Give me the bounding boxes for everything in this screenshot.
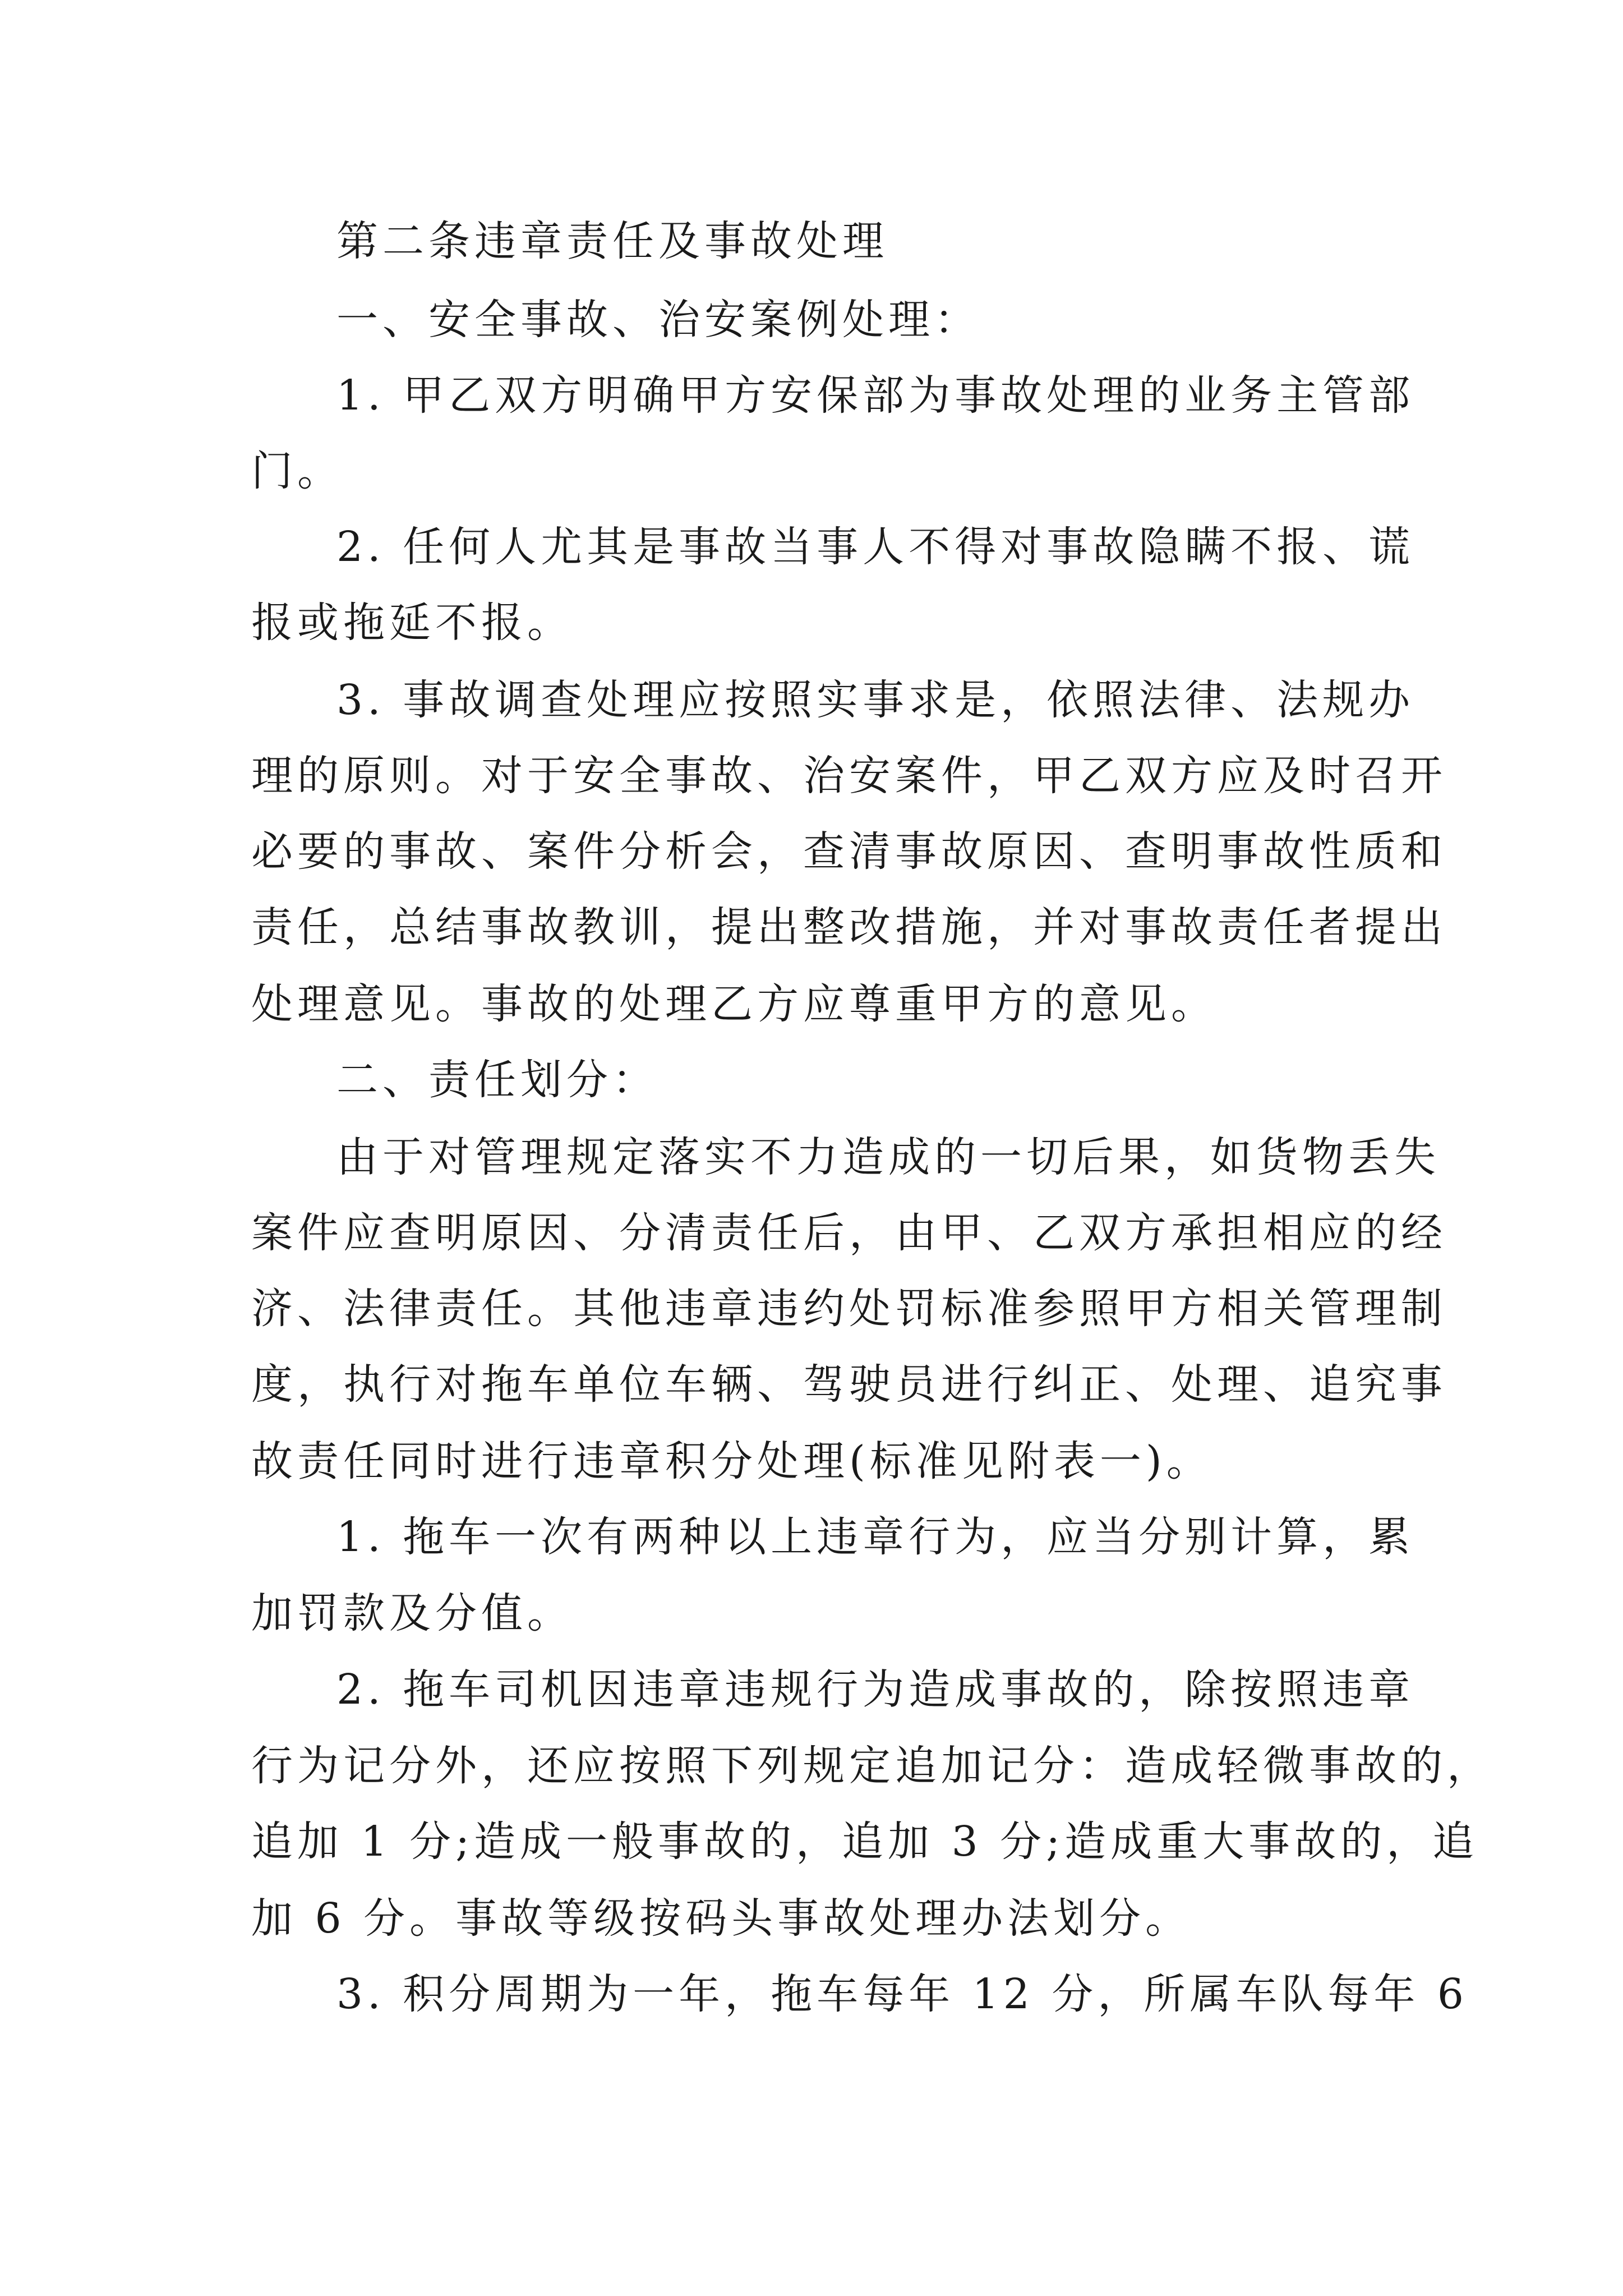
s2-item2-line4: 加 6 分。事故等级按码头事故处理办法划分。 [251,1894,1192,1943]
s2-item1-line2: 加罚款及分值。 [251,1589,573,1637]
document-title: 第二条违章责任及事故处理 [336,217,888,265]
item3-line1: 3. 事故调查处理应按照实事求是，依照法律、法规办 [336,676,1415,724]
s2-item2-line1: 2. 拖车司机因违章违规行为造成事故的，除按照违章 [336,1665,1415,1714]
para-line5: 故责任同时进行违章积分处理(标准见附表一)。 [251,1437,1212,1485]
item3-line5: 处理意见。事故的处理乙方应尊重甲方的意见。 [251,980,1217,1028]
para-line3: 济、法律责任。其他违章违约处罚标准参照甲方相关管理制 [251,1285,1447,1333]
item3-line3: 必要的事故、案件分析会，查清事故原因、查明事故性质和 [251,827,1447,876]
para-line2: 案件应查明原因、分清责任后，由甲、乙双方承担相应的经 [251,1209,1447,1257]
s2-item2-line2: 行为记分外，还应按照下列规定追加记分：造成轻微事故的， [251,1742,1493,1790]
section1-heading: 一、安全事故、治安案例处理： [336,296,980,344]
item3-line2: 理的原则。对于安全事故、治安案件，甲乙双方应及时召开 [251,752,1447,800]
item2-line2: 报或拖延不报。 [251,599,573,647]
s2-item3-line1: 3. 积分周期为一年，拖车每年 12 分，所属车队每年 6 [336,1970,1468,2018]
section2-heading: 二、责任划分： [336,1056,658,1104]
item2-line1: 2. 任何人尤其是事故当事人不得对事故隐瞒不报、谎 [336,523,1415,571]
item1-line2: 门。 [251,447,343,495]
para-line4: 度，执行对拖车单位车辆、驾驶员进行纠正、处理、追究事 [251,1360,1447,1409]
item3-line4: 责任，总结事故教训，提出整改措施，并对事故责任者提出 [251,903,1447,951]
para-line1: 由于对管理规定落实不力造成的一切后果，如货物丢失 [336,1133,1440,1181]
s2-item1-line1: 1. 拖车一次有两种以上违章行为，应当分别计算，累 [336,1513,1415,1561]
item1-line1: 1. 甲乙双方明确甲方安保部为事故处理的业务主管部 [336,371,1415,420]
s2-item2-line3: 追加 1 分;造成一般事故的，追加 3 分;造成重大事故的，追 [251,1818,1479,1866]
